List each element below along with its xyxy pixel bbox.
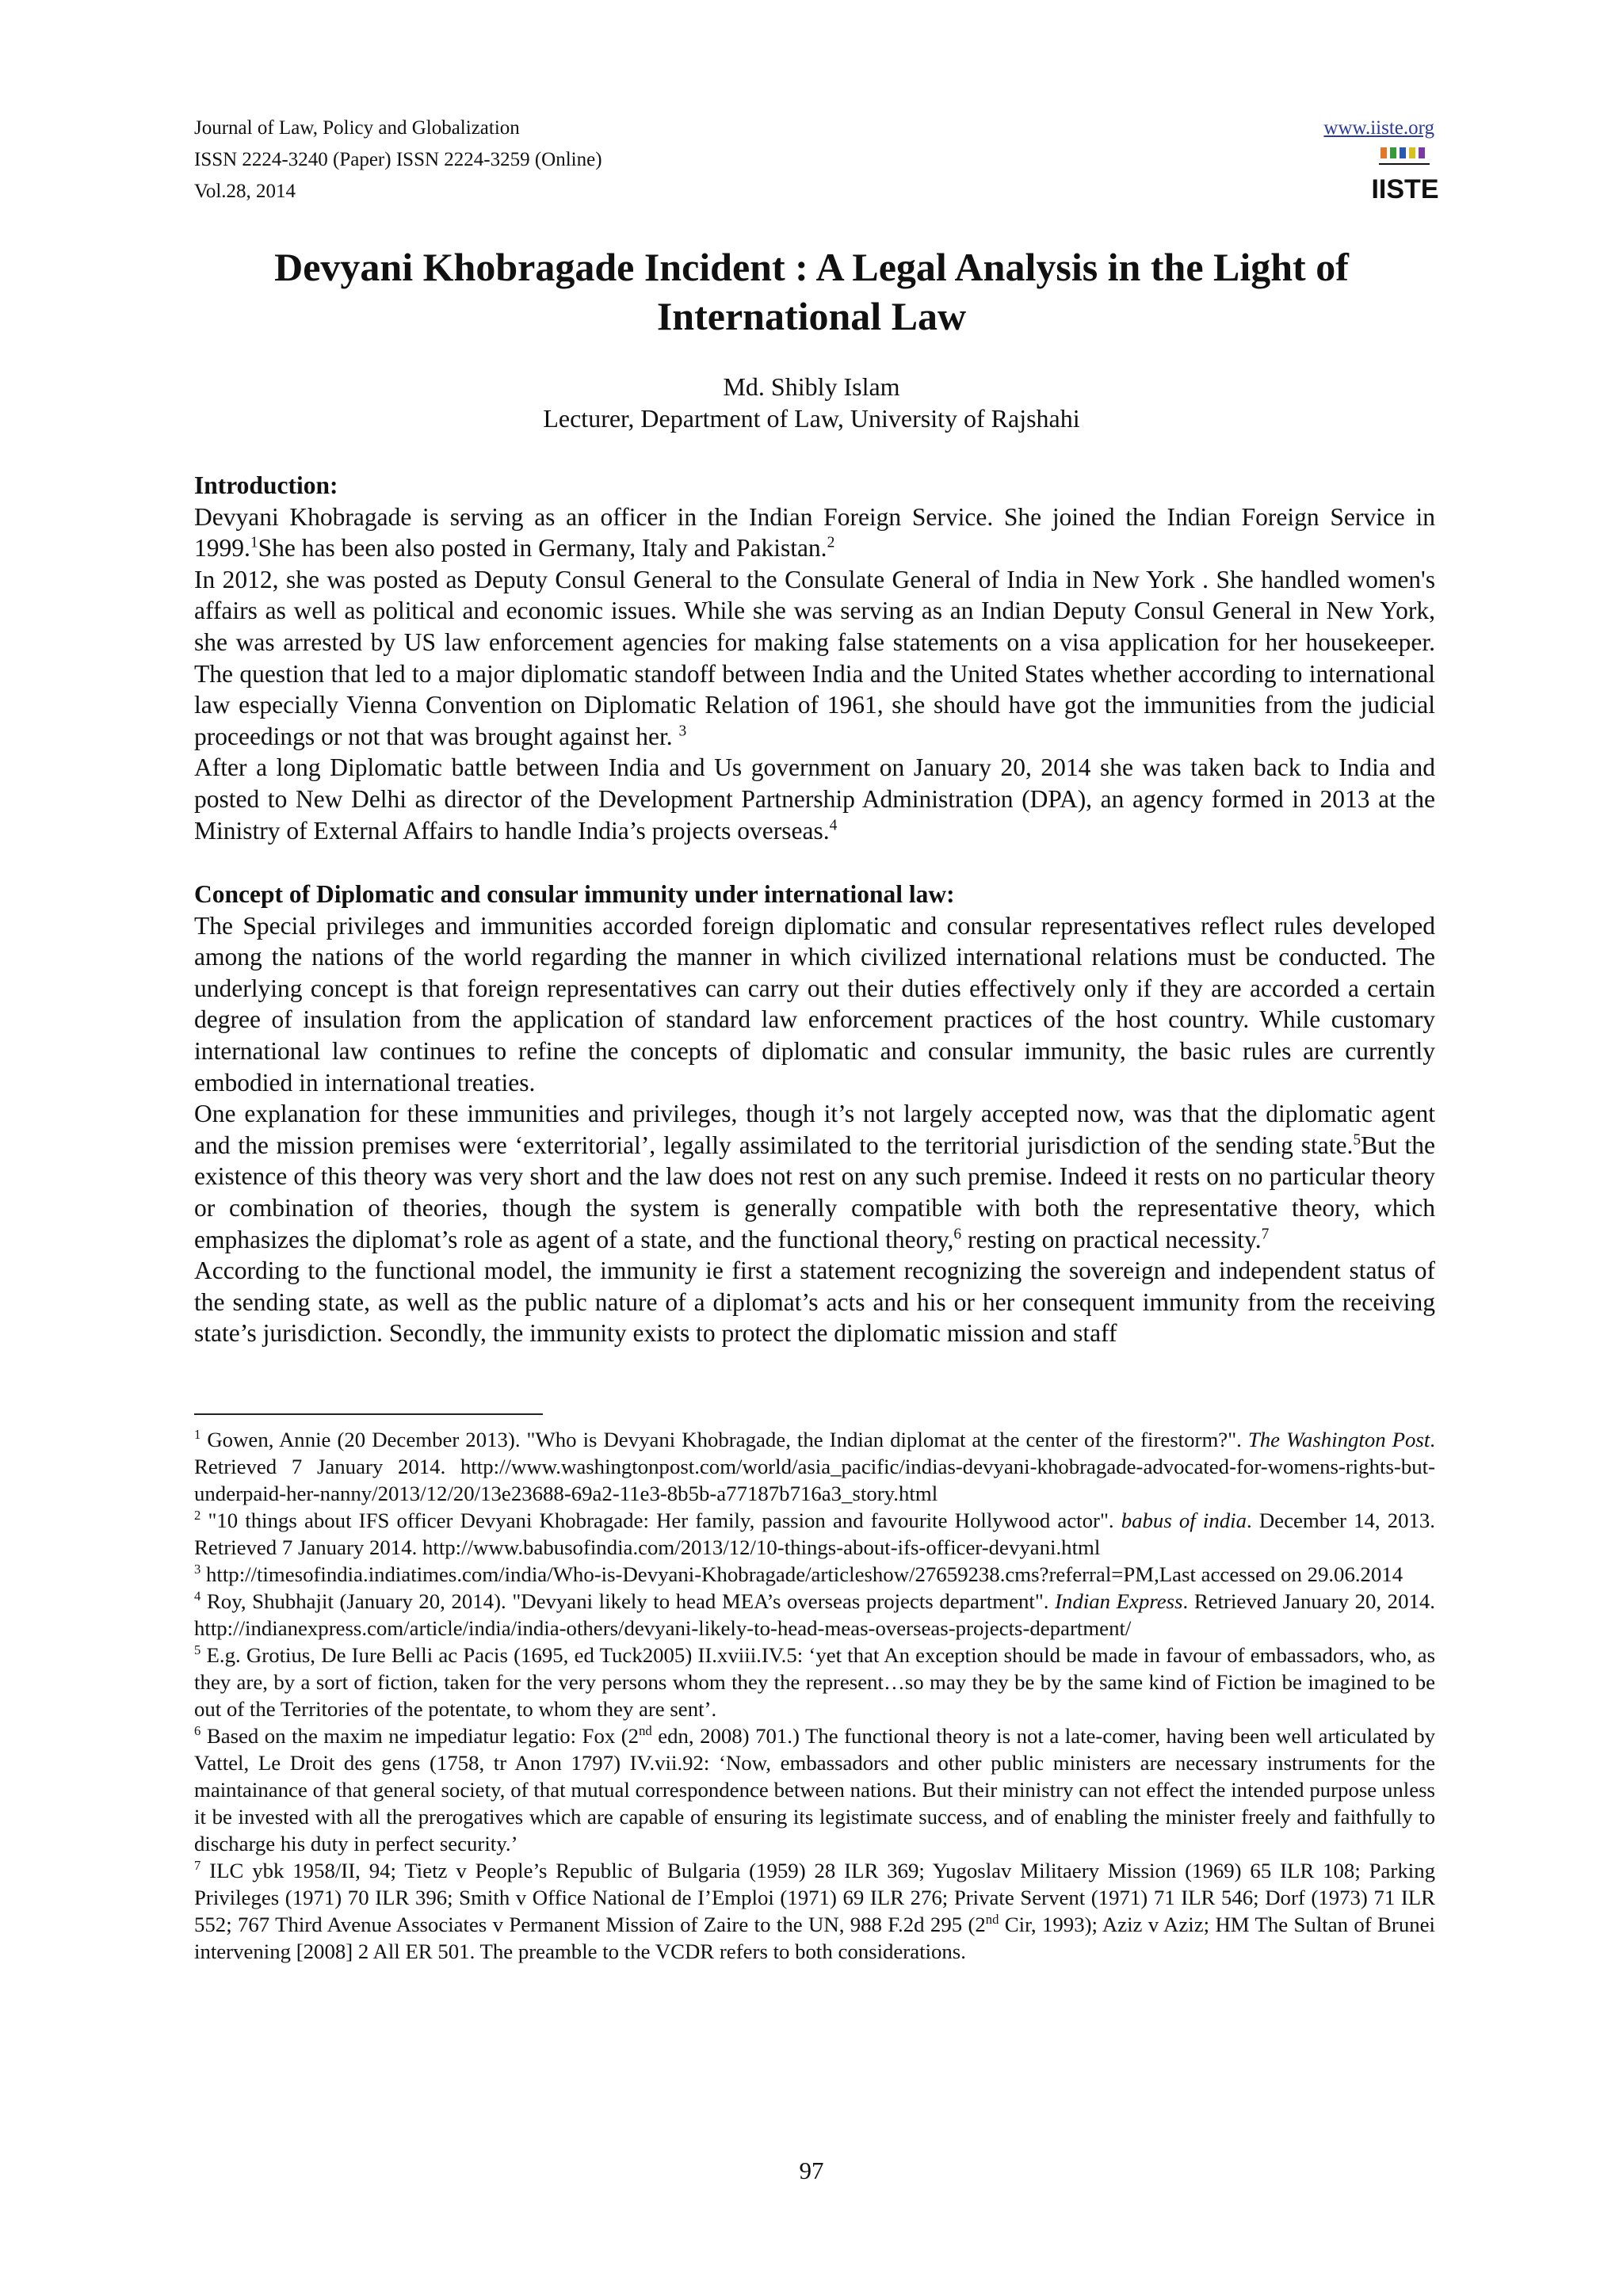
footnote: $^4$ Roy, Shubhajit (January 20, 2014). "Devyani likely to head MEA’s overseas projects department". Indian Express. Retrieved January 20, 2014. http://indianexpress.com/article/india/india-others/devyani-likely-to-head-meas-overseas-projects-department/ (194, 1589, 1435, 1640)
introduction-section (194, 470, 1435, 846)
paragraph: The Special privileges and immunities accorded foreign diplomatic and consular representatives reflect rules developed among the nations of the world regarding the manner in which civilized international relations must be conducted. The underlying concept is that foreign representatives can carry out their duties effectively only if they are accorded a certain degree of insulation from the application of standard law enforcement practices of the host country. While customary international law continues to refine the concepts of diplomatic and consular immunity, the basic rules are currently embodied in international treaties. (194, 911, 1435, 1097)
footnote: $^5$ E.g. Grotius, De Iure Belli ac Pacis (1695, ed Tuck2005) II.xviii.IV.5: ‘yet that An exception should be made in favour of embassadors, who, as they are, by a sort of fiction, taken for the very persons whom they the represent…so may they be by the same kind of Fiction be imagined to be out of the Territories of the potentate, to whom they are sent’. (194, 1642, 1435, 1721)
page-number: 97 (799, 2157, 824, 2184)
footnote-ref[interactable]: 4 (829, 817, 838, 834)
journal-name: Journal of Law, Policy and Globalization (194, 117, 520, 139)
website-link[interactable]: www.iiste.org (1323, 117, 1434, 139)
iiste-logo-icon (1371, 146, 1439, 206)
footnote-ref[interactable]: 5 (1353, 1131, 1361, 1149)
paragraph: After a long Diplomatic battle between India and Us government on January 20, 2014 she was taken back to India and posted to New Delhi as director of the Development Partnership Administration (DPA), an agency formed in 2013 at the Ministry of External Affairs to handle India’s projects overseas.$^4$ (194, 753, 1435, 845)
paragraph: Devyani Khobragade is serving as an officer in the Indian Foreign Service. She joined the Indian Foreign Service in 1999.$^1$She has been also posted in Germany, Italy and Pakistan.$^2$ (194, 502, 1435, 563)
footnote: $^6$ Based on the maxim ne impediatur legatio: Fox (2nd edn, 2008) 701.) The functional theory is not a late-comer, having been well articulated by Vattel, Le Droit des gens (1758, tr Anon 1797) IV.vii.92: ‘Now, embassadors and other public ministers are necessary instruments for the maintainance of that general society, of that mutual correspondence between nations. But their ministry can not effect the intended purpose unless it be invested with all the prerogatives which are capable of ensuring its legistimate success, and of enabling the minister freely and faithfully to discharge his duty in perfect security.’ (194, 1723, 1435, 1855)
footnote-ref[interactable]: 2 (827, 534, 835, 551)
footnote-ref[interactable]: 6 (953, 1226, 962, 1243)
svg-text:IISTE: IISTE (1371, 174, 1439, 204)
author-block (158, 371, 1465, 434)
footnote: $^1$ Gowen, Annie (20 December 2013). "Who is Devyani Khobragade, the Indian diplomat at the center of the firestorm?". The Washington Post. Retrieved 7 January 2014. http://www.washingtonpost.com/world/asia_pacific/indias-devyani-khobragade-advocated-for-womens-rights-but-underpaid-her-nanny/2013/12/20/13e23688-69a2-11e3-8b5b-a77187b716a3_story.html (194, 1427, 1435, 1505)
footnote-ref[interactable]: 1 (250, 534, 258, 551)
footnote-ref[interactable]: 7 (1261, 1226, 1270, 1243)
journal-issn: ISSN 2224-3240 (Paper) ISSN 2224-3259 (Online) (194, 149, 602, 170)
footnote-divider (194, 1413, 543, 1415)
paragraph: According to the functional model, the immunity ie first a statement recognizing the sovereign and independent status of the sending state, as well as the public nature of a diplomat’s acts and his or her consequent immunity from the receiving state’s jurisdiction. Secondly, the immunity exists to protect the diplomatic mission and staff (194, 1257, 1435, 1348)
paper-title: Devyani Khobragade Incident : A Legal Analysis in the Light of International Law (274, 245, 1349, 338)
author-affiliation: Lecturer, Department of Law, University of Rajshahi (543, 404, 1080, 433)
paragraph: One explanation for these immunities and privileges, though it’s not largely accepted now, was that the diplomatic agent and the mission premises were ‘exterritorial’, legally assimilated to the territorial jurisdiction of the sending state.$^5$But the existence of this theory was very short and the law does not rest on any such premise. Indeed it rests on no particular theory or combination of theories, though the system is generally compatible with both the representative theory, which emphasizes the diplomat’s role as agent of a state, and the functional theory,$^6$ resting on practical necessity.$^7$ (194, 1100, 1435, 1253)
journal-header (194, 113, 602, 208)
footnote-ref[interactable]: 3 (678, 723, 687, 740)
iiste-logo (1371, 146, 1439, 206)
footnote: $^2$ "10 things about IFS officer Devyani Khobragade: Her family, passion and favourite Hollywood actor". babus of india. December 14, 2013. Retrieved 7 January 2014. http://www.babusofindia.com/2013/12/10-things-about-ifs-officer-devyani.html (194, 1508, 1435, 1559)
footnote: $^7$ ILC ybk 1958/II, 94; Tietz v People’s Republic of Bulgaria (1959) 28 ILR 369; Yugoslav Militaery Mission (1969) 65 ILR 108; Parking Privileges (1971) 70 ILR 396; Smith v Office National de I’Emploi (1971) 69 ILR 276; Private Servent (1971) 71 ILR 546; Dorf (1973) 71 ILR 552; 767 Third Avenue Associates v Permanent Mission of Zaire to the UN, 988 F.2d 295 (2nd Cir, 1993); Aziz v Aziz; HM The Sultan of Brunei intervening [2008] 2 All ER 501. The preamble to the VCDR refers to both considerations. (194, 1858, 1435, 1963)
website-header (1323, 113, 1434, 144)
footnotes (194, 1426, 1435, 1965)
author-name: Md. Shibly Islam (723, 372, 900, 401)
journal-volume: Vol.28, 2014 (194, 181, 296, 202)
paragraph: In 2012, she was posted as Deputy Consul General to the Consulate General of India in New York . She handled women's affairs as well as political and economic issues. While she was serving as an Indian Deputy Consul General in New York, she was arrested by US law enforcement agencies for making false statements on a visa application for her housekeeper. The question that led to a major diplomatic standoff between India and the United States whether according to international law especially Vienna Convention on Diplomatic Relation of 1961, she should have got the immunities from the judicial proceedings or not that was brought against her. $^3$ (194, 565, 1435, 750)
concept-section (194, 879, 1435, 1349)
section-heading: Introduction: (194, 471, 338, 499)
footnote: $^3$ http://timesofindia.indiatimes.com/india/Who-is-Devyani-Khobragade/articleshow/27659238.cms?referral=PM,Last accessed on 29.06.2014 (194, 1562, 1403, 1586)
section-heading: Concept of Diplomatic and consular immunity under international law: (194, 880, 955, 908)
